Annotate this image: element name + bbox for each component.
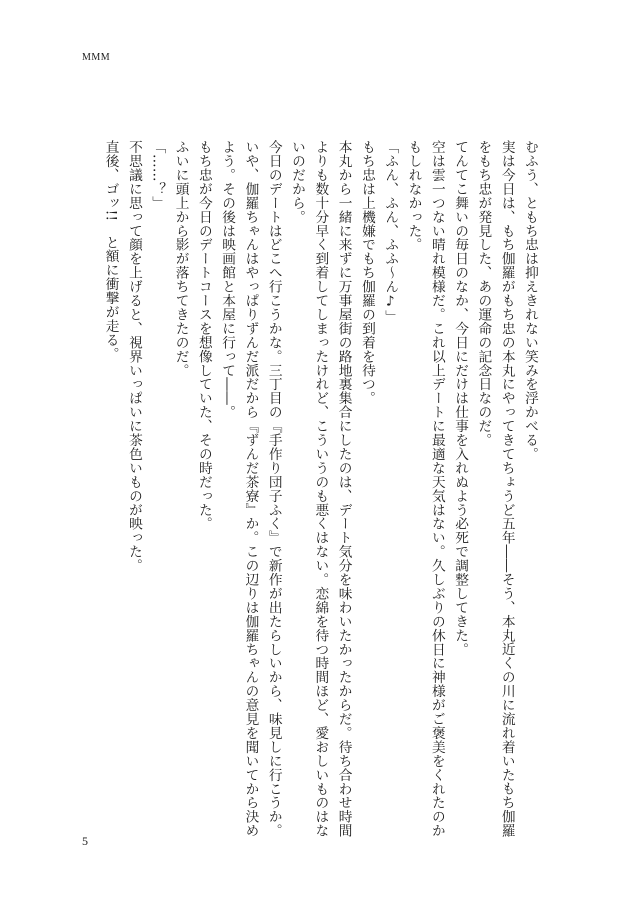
paragraph: もち忠は上機嫌でもち伽羅の到着を待つ。 (358, 140, 375, 406)
paragraph: 不思議に思って顔を上げると、視界いっぱいに茶色いものが映った。 (125, 140, 142, 573)
page-number: 5 (82, 834, 88, 848)
paragraph: 実は今日は、もち伽羅がもち忠の本丸にやってきてちょうど五年――そう、本丸近くの川に流れ着いたもち伽羅をもち忠が発見した、あの運命の記念日なのだ。 (475, 140, 515, 838)
paragraph: 「……？」 (149, 140, 166, 210)
running-header: MMM (82, 52, 111, 63)
paragraph: てんてこ舞いの毎日のなか、今日にだけは仕事を入れぬよう必死で調整してきた。 (452, 140, 469, 657)
vertical-body-text (61, 140, 541, 840)
paragraph: 本丸から一緒に来ずに万事屋街の路地裏集合にしたのは、デート気分を味わいたかったからだ。待ち合わせ時間よりも数十分早く到着してしまったけれど、こういうのも悪くはない。恋綿を待つ時間ほど、愛おしいものはないのだから。 (289, 140, 352, 838)
paragraph: もち忠が今日のデートコースを想像していた、その時だった。 (195, 140, 212, 531)
paragraph: 空は雲一つない晴れ模様だ。これ以上デートに最適な天気はない。久しぶりの休日に神様がご褒美をくれたのかもしれなかった。 (405, 140, 445, 838)
paragraph: 直後、ゴッ!! と額に衝撃が走る。 (102, 140, 119, 361)
paragraph: ふいに頭上から影が落ちてきたのだ。 (172, 140, 189, 378)
paragraph: むふう、ともち忠は抑えきれない笑みを浮かべる。 (522, 140, 538, 461)
paragraph: 今日のデートはどこへ行こうかな。三丁目の『手作り団子ふく』で新作が出たらしいから、味見しに行こうか。いや、伽羅ちゃんはやっぱりずんだ派だから『ずんだ茶寮』か。この辺りは伽羅ちゃんの意見を聞いてから決めよう。その後は映画館と本屋に行って――。 (219, 140, 282, 838)
paragraph: 「ふん、ふん、ふふ～ん♪」 (382, 140, 399, 324)
